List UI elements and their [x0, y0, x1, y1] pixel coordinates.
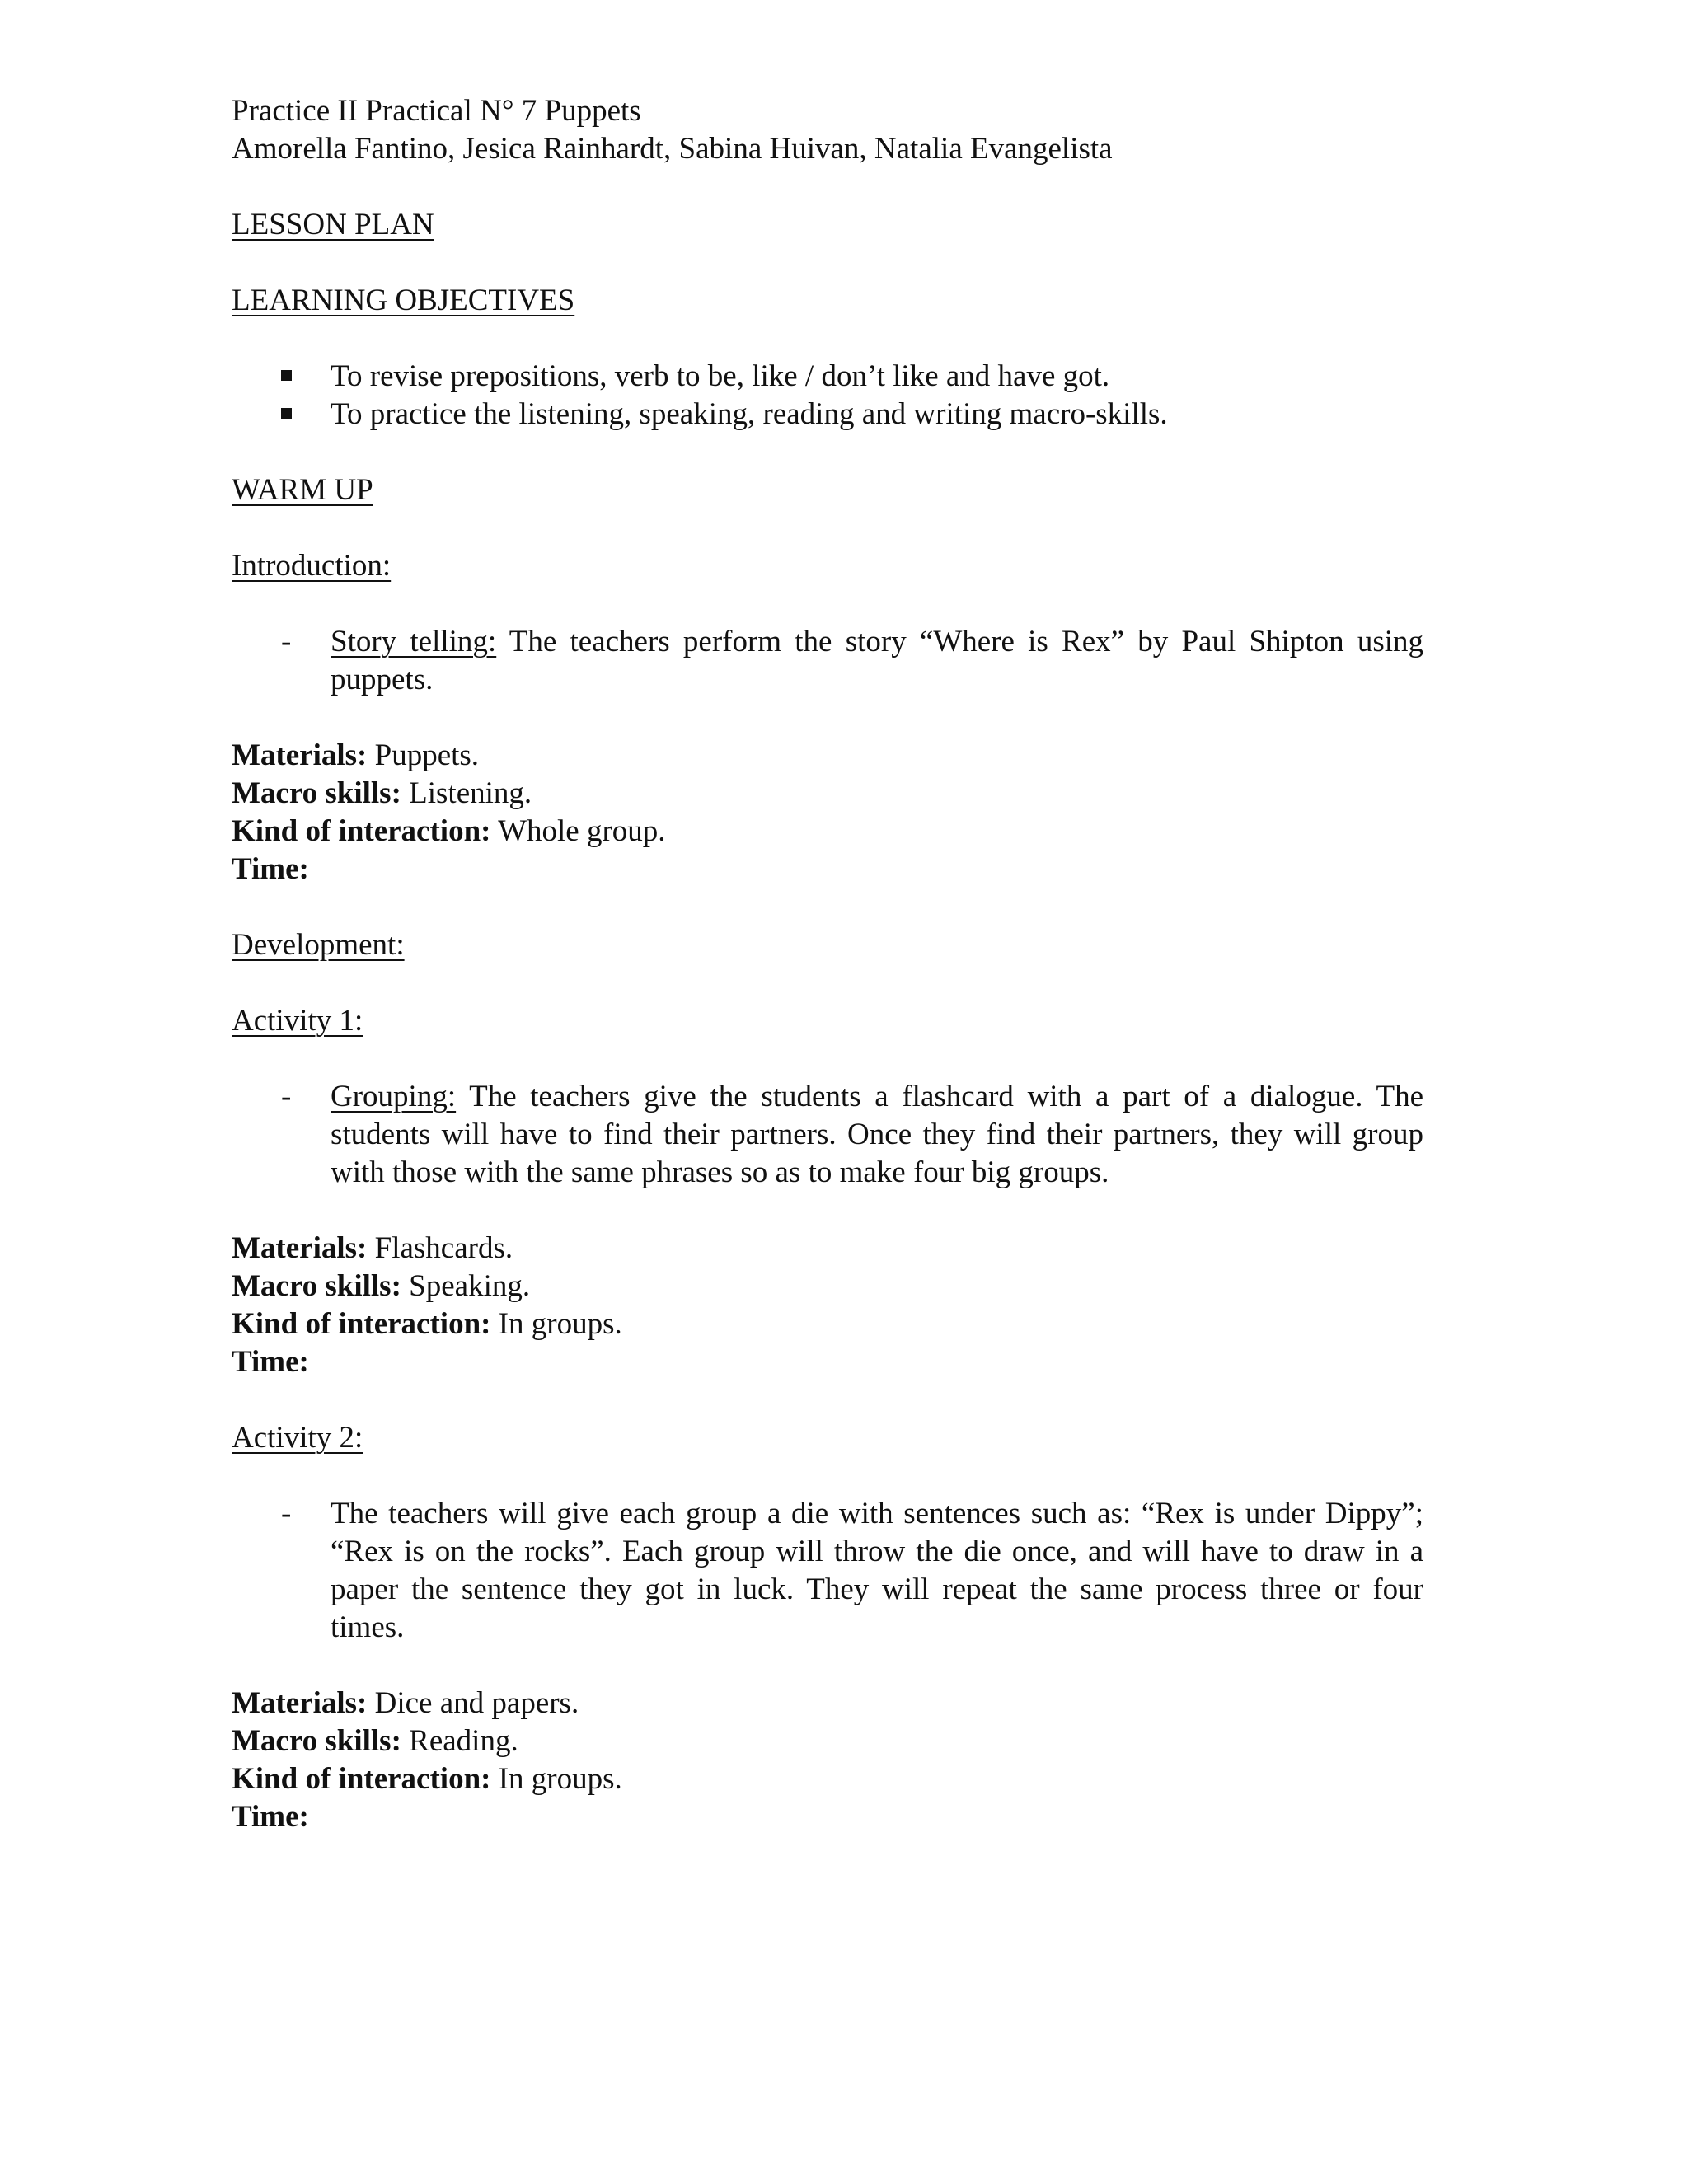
- materials-value: Flashcards.: [367, 1231, 513, 1265]
- bullet-square-icon: [281, 408, 292, 419]
- objectives-list: [232, 358, 1435, 434]
- materials-row: [232, 1685, 1435, 1722]
- grouping-body: The teachers give the students a flashcard with a part of a dialogue. The students will have to find their partners. Once they find their partners, they will group with those with the same phrases so as to make four big groups.: [331, 1080, 1423, 1189]
- interaction-row: [232, 813, 1435, 851]
- interaction-label: Kind of interaction:: [232, 814, 491, 848]
- objective-text: To practice the listening, speaking, reading and writing macro-skills.: [331, 397, 1168, 431]
- document-page: [232, 92, 1435, 1836]
- macro-skills-label: Macro skills:: [232, 1724, 401, 1758]
- macro-skills-label: Macro skills:: [232, 776, 401, 810]
- interaction-row: [232, 1305, 1435, 1343]
- author-list: Amorella Fantino, Jesica Rainhardt, Sabina Huivan, Natalia Evangelista: [232, 132, 1113, 166]
- activity-2-details: [232, 1685, 1435, 1836]
- materials-row: [232, 1230, 1435, 1268]
- lesson-plan-heading: LESSON PLAN: [232, 208, 434, 241]
- objective-item: [281, 358, 1435, 396]
- macro-skills-row: [232, 775, 1435, 813]
- document-title: Practice II Practical N° 7 Puppets: [232, 94, 641, 128]
- grouping-text: [331, 1078, 1423, 1192]
- macro-skills-row: [232, 1268, 1435, 1305]
- materials-label: Materials:: [232, 738, 368, 772]
- macro-skills-value: Reading.: [401, 1724, 518, 1758]
- macro-skills-value: Listening.: [401, 776, 532, 810]
- warm-up-details: [232, 737, 1435, 888]
- interaction-row: [232, 1760, 1435, 1798]
- story-telling-text: [331, 623, 1423, 699]
- grouping-item: [232, 1078, 1423, 1192]
- learning-objectives-heading: LEARNING OBJECTIVES: [232, 284, 575, 317]
- interaction-value: In groups.: [490, 1307, 622, 1341]
- materials-label: Materials:: [232, 1686, 368, 1720]
- dash-marker: -: [281, 1080, 292, 1113]
- time-label: Time:: [232, 1800, 309, 1834]
- story-telling-body: The teachers perform the story “Where is Rex” by Paul Shipton using puppets.: [331, 625, 1423, 696]
- interaction-value: In groups.: [490, 1762, 622, 1796]
- objective-item: [281, 396, 1435, 434]
- interaction-label: Kind of interaction:: [232, 1307, 491, 1341]
- time-label: Time:: [232, 1345, 309, 1379]
- development-heading: Development:: [232, 928, 405, 962]
- time-label: Time:: [232, 852, 309, 886]
- materials-value: Dice and papers.: [367, 1686, 579, 1720]
- dash-marker: -: [281, 1497, 292, 1530]
- interaction-label: Kind of interaction:: [232, 1762, 491, 1796]
- macro-skills-label: Macro skills:: [232, 1269, 401, 1303]
- activity-1-details: [232, 1230, 1435, 1381]
- materials-label: Materials:: [232, 1231, 368, 1265]
- macro-skills-value: Speaking.: [401, 1269, 531, 1303]
- time-row: [232, 1798, 1435, 1836]
- objective-text: To revise prepositions, verb to be, like / don’t like and have got.: [331, 359, 1110, 393]
- materials-value: Puppets.: [367, 738, 480, 772]
- bullet-square-icon: [281, 370, 292, 381]
- time-row: [232, 1343, 1435, 1381]
- activity-2-heading: Activity 2:: [232, 1421, 363, 1455]
- dash-marker: -: [281, 625, 292, 658]
- materials-row: [232, 737, 1435, 775]
- time-row: [232, 851, 1435, 888]
- story-telling-label: Story telling:: [331, 625, 497, 658]
- dice-activity-text: The teachers will give each group a die with sentences such as: “Rex is under Dippy”; “Rex is on the rocks”. Each group will throw the die once, and will have to draw in a paper the sentence they got in luck. They will repeat the same process three or four times.: [331, 1497, 1423, 1644]
- grouping-label: Grouping:: [331, 1080, 457, 1113]
- warm-up-heading: WARM UP: [232, 473, 373, 507]
- interaction-value: Whole group.: [490, 814, 666, 848]
- dice-activity-item: [232, 1495, 1423, 1647]
- story-telling-item: [232, 623, 1423, 699]
- macro-skills-row: [232, 1722, 1435, 1760]
- introduction-heading: Introduction:: [232, 549, 392, 583]
- activity-1-heading: Activity 1:: [232, 1004, 363, 1038]
